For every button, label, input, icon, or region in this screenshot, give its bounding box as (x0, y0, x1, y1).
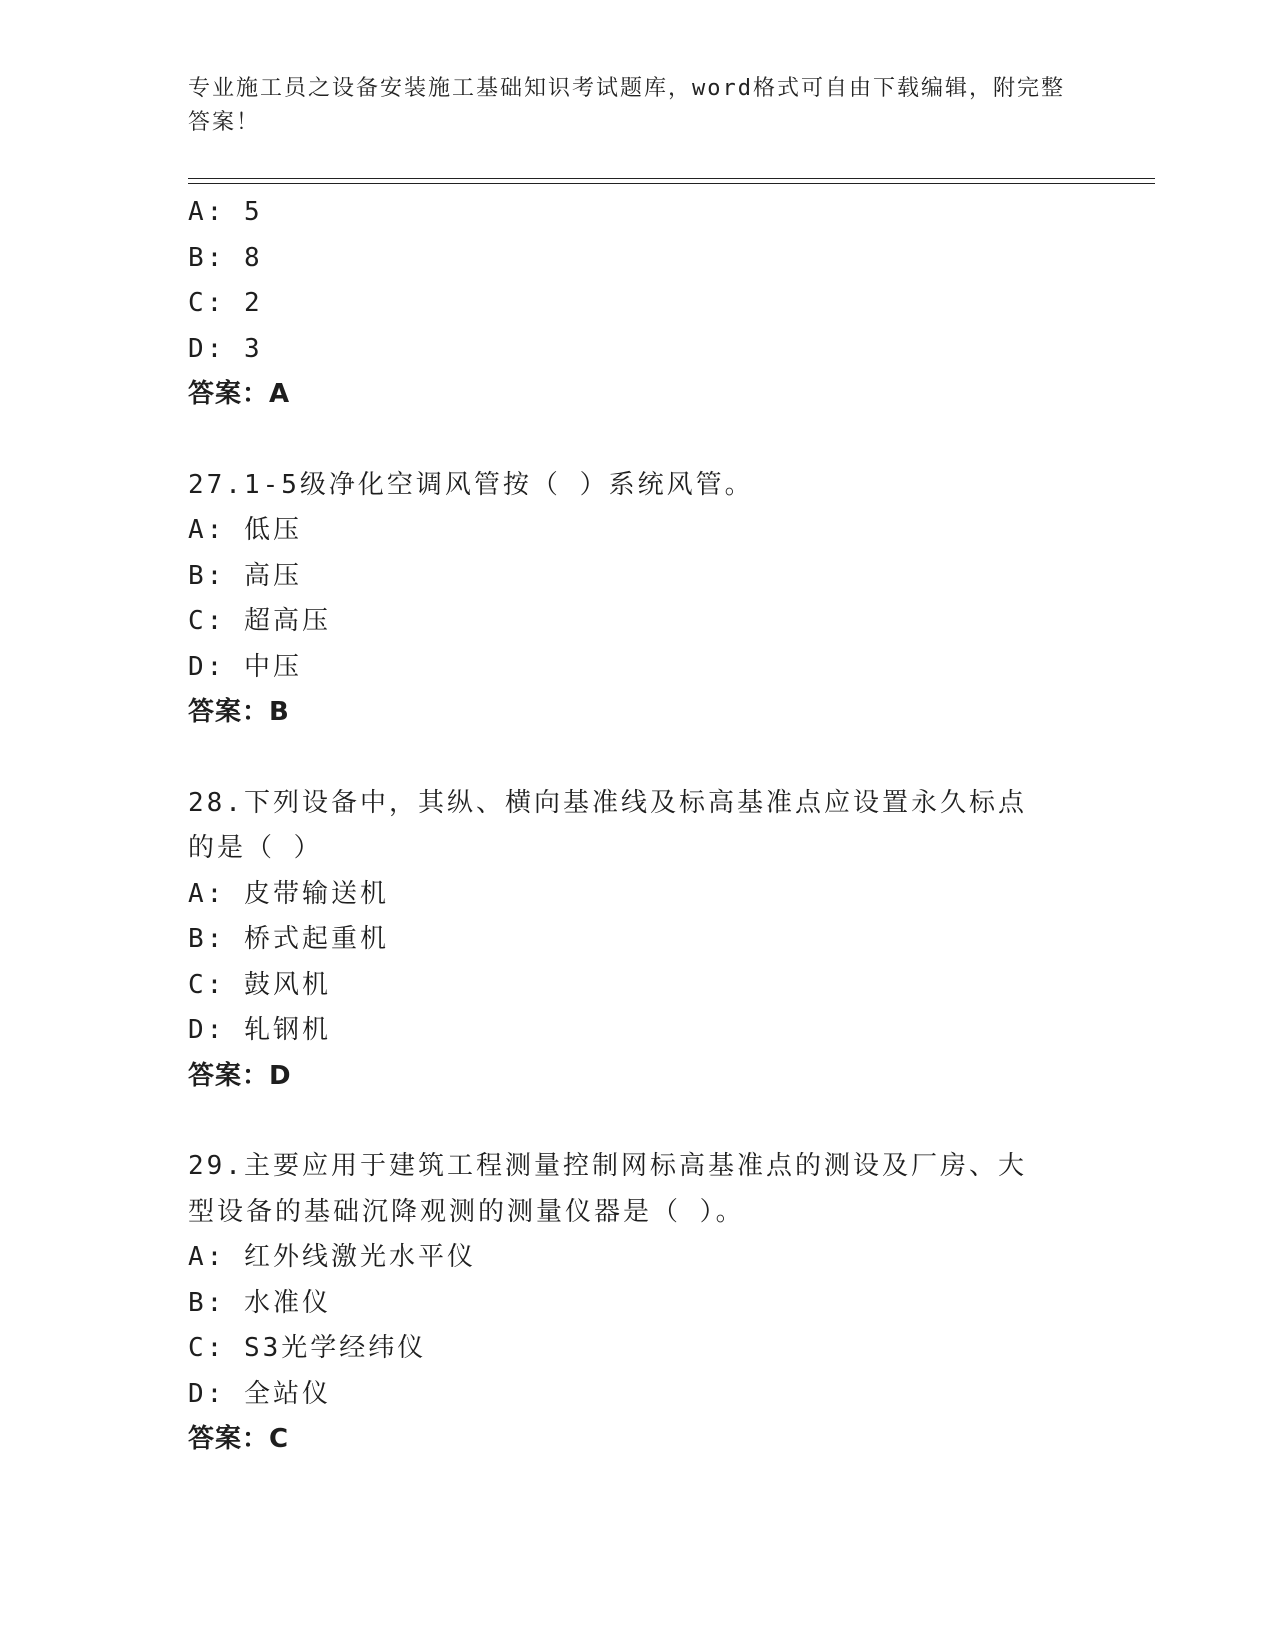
option-c: C: 超高压 (188, 606, 331, 636)
option-d: D: 全站仪 (188, 1378, 331, 1409)
option-b: B: 高压 (188, 560, 302, 591)
option-a: A: 5 (188, 197, 263, 227)
question-content (188, 190, 1088, 1463)
answer: 答案：D (188, 1060, 292, 1091)
question-text: 29.主要应用于建筑工程测量控制网标高基准点的测设及厂房、大型设备的基础沉降观测的测量仪器是（ ）。 (188, 1151, 1027, 1227)
question-block-27 (188, 463, 1088, 736)
prev-question-block (188, 190, 1088, 418)
option-c: C: 鼓风机 (188, 969, 331, 1000)
option-d: D: 轧钢机 (188, 1015, 331, 1045)
option-a: A: 红外线激光水平仪 (188, 1242, 476, 1272)
option-b: B: 桥式起重机 (188, 924, 389, 954)
answer: 答案：A (188, 379, 291, 409)
answer: 答案：C (188, 1424, 290, 1454)
option-b: B: 水准仪 (188, 1287, 331, 1318)
question-block-28 (188, 781, 1088, 1100)
question-text: 27.1-5级净化空调风管按（ ）系统风管。 (188, 469, 754, 500)
question-block-29 (188, 1144, 1088, 1463)
page-header-title: 专业施工员之设备安装施工基础知识考试题库，word格式可自由下载编辑，附完整答案！ (188, 76, 1065, 135)
option-a: A: 低压 (188, 515, 302, 545)
option-c: C: 2 (188, 288, 263, 318)
option-b: B: 8 (188, 242, 263, 273)
header-double-rule (188, 178, 1155, 184)
option-a: A: 皮带输送机 (188, 878, 389, 909)
option-d: D: 3 (188, 333, 263, 364)
option-c: C: S3光学经纬仪 (188, 1333, 427, 1363)
answer: 答案：B (188, 697, 290, 727)
option-d: D: 中压 (188, 651, 302, 682)
question-text: 28.下列设备中，其纵、横向基准线及标高基准点应设置永久标点的是（ ） (188, 787, 1027, 863)
